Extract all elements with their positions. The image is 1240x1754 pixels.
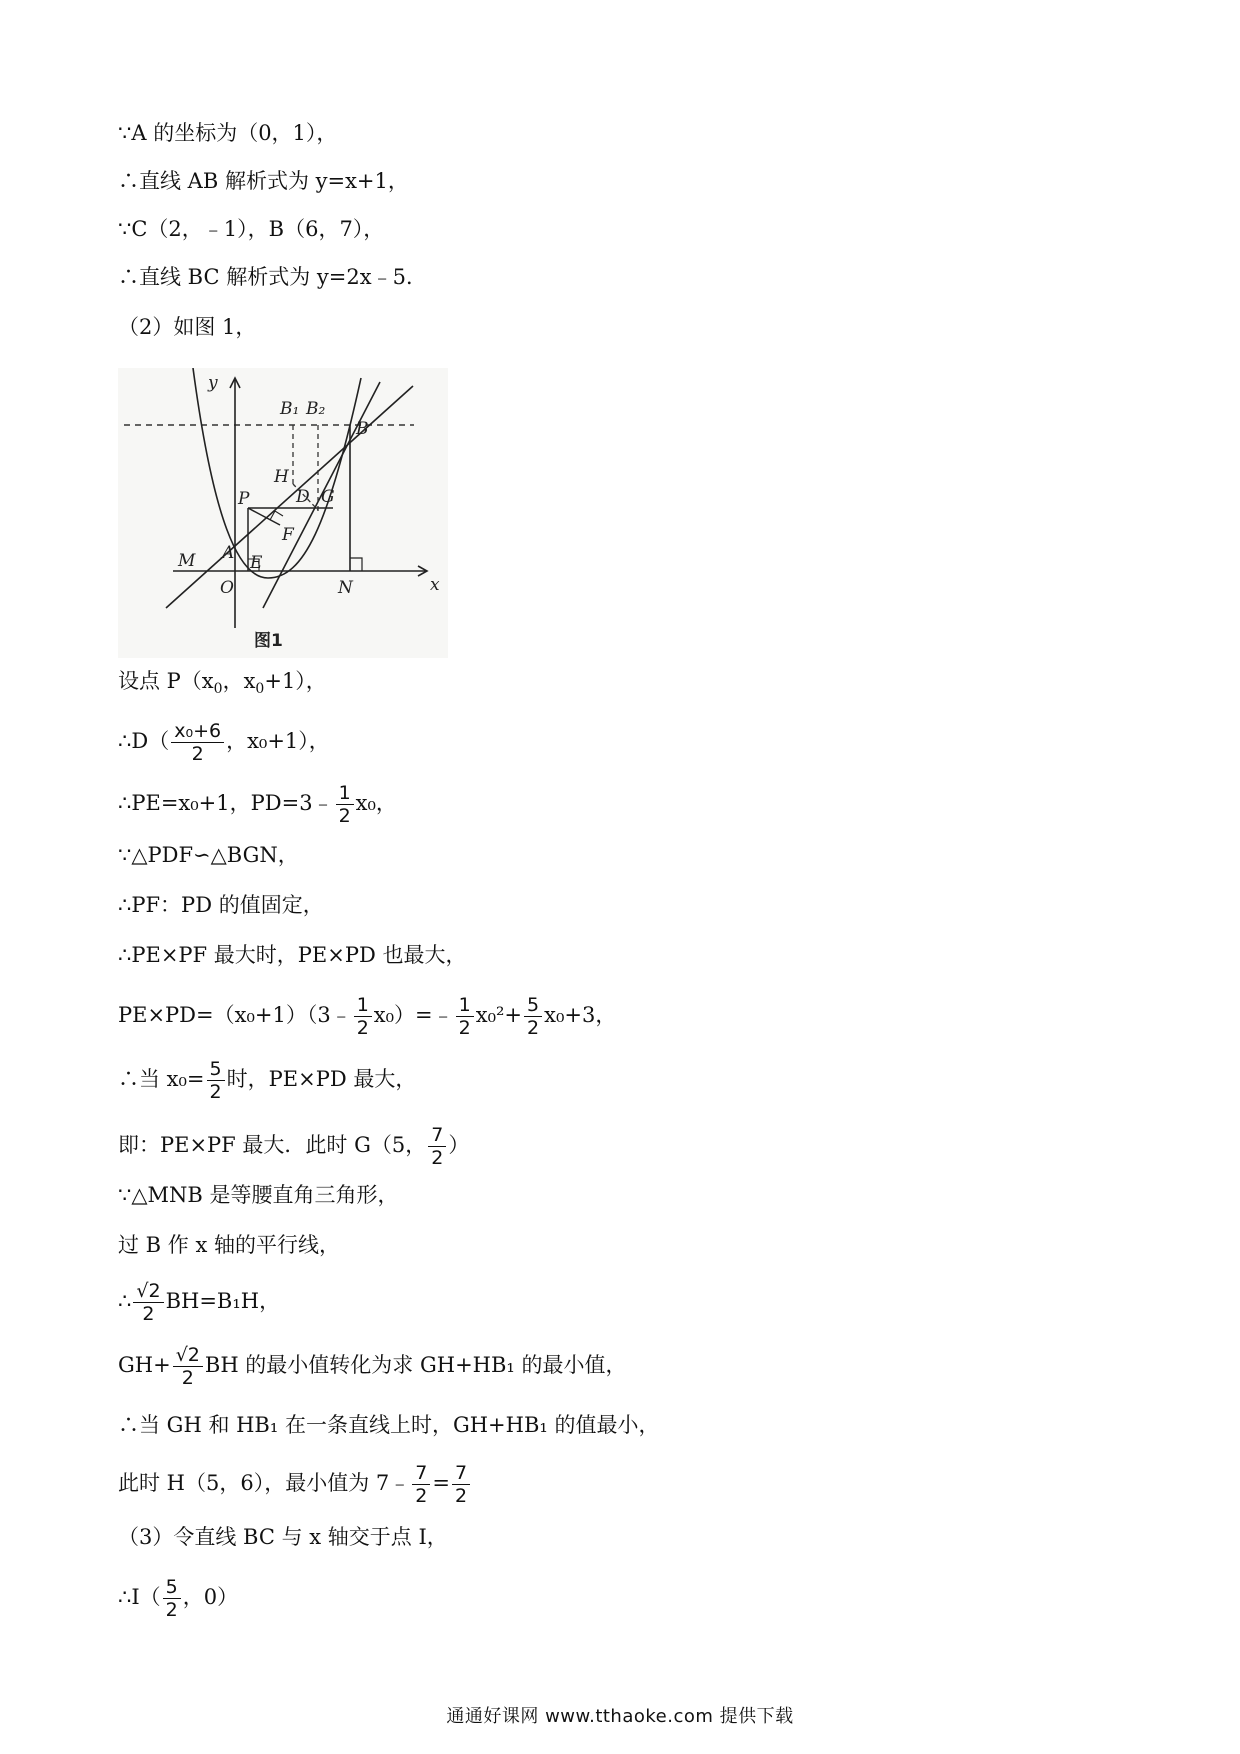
text-line-pe-pd: ∴PE=x₀+1，PD=3﹣ $\frac{1}{2}$ x₀，	[118, 782, 397, 827]
label-d: D	[296, 487, 310, 507]
text-line-ratio: ∴PF：PD 的值固定，	[118, 893, 324, 917]
label-b: B	[356, 419, 369, 439]
text-line-when-x0: ∴当 x₀= $\frac{5}{2}$ 时，PE×PD 最大，	[118, 1058, 417, 1103]
fraction: $\frac{\text{x₀+6}}{2}$	[171, 720, 224, 765]
text-line-d-point: ∴D（ $\frac{\text{x₀+6}}{2}$ ，x₀+1），	[118, 720, 330, 765]
text-line-gh-min: GH+ $\frac{√2}{2}$ BH 的最小值转化为求 GH+HB₁ 的最小值，	[118, 1344, 627, 1389]
label-x: x	[430, 575, 440, 595]
label-n: N	[338, 578, 353, 598]
label-m: M	[178, 551, 196, 571]
label-b1: B₁	[280, 399, 300, 419]
label-o: O	[220, 578, 234, 598]
text-line-max-both: ∴PE×PF 最大时，PE×PD 也最大，	[118, 943, 467, 967]
label-e: E	[250, 553, 263, 573]
label-h: H	[274, 467, 289, 487]
fraction: $\frac{7}{2}$	[412, 1462, 430, 1507]
page-footer: 通通好课网 www.tthaoke.com 提供下载	[446, 1706, 794, 1727]
text-line-isosceles: ∵△MNB 是等腰直角三角形，	[118, 1183, 399, 1207]
text-line-part2: （2）如图 1，	[118, 315, 257, 339]
text-line-a-coord: ∵A 的坐标为（0，1），	[118, 121, 338, 145]
text-line-part3: （3）令直线 BC 与 x 轴交于点 I，	[118, 1525, 448, 1549]
fraction: $\frac{√2}{2}$	[133, 1280, 163, 1325]
fraction: $\frac{1}{2}$	[456, 994, 474, 1039]
text-line-collinear: ∴当 GH 和 HB₁ 在一条直线上时，GH+HB₁ 的值最小，	[118, 1413, 660, 1437]
text-line-bh: ∴ $\frac{√2}{2}$ BH=B₁H，	[118, 1280, 281, 1325]
label-g: G	[321, 487, 335, 507]
label-p: P	[238, 489, 250, 509]
text-line-parallel: 过 B 作 x 轴的平行线，	[118, 1233, 340, 1257]
text-line-c-b-coords: ∵C（2，﹣1），B（6，7），	[118, 217, 385, 241]
text-line-ab-equation: ∴直线 AB 解析式为 y=x+1，	[118, 169, 409, 193]
fraction: $\frac{1}{2}$	[354, 994, 372, 1039]
label-b2: B₂	[306, 399, 326, 419]
label-a: A	[222, 543, 235, 563]
fraction: $\frac{√2}{2}$	[173, 1344, 203, 1389]
label-f: F	[282, 525, 294, 545]
figure-caption: 图1	[254, 631, 283, 651]
fraction: $\frac{5}{2}$	[163, 1576, 181, 1621]
text-line-similar: ∵△PDF∽△BGN，	[118, 843, 299, 867]
text-line-set-p: 设点 $P(x_0$，$x_0+1$），	[118, 669, 327, 698]
fraction: $\frac{5}{2}$	[524, 994, 542, 1039]
text-line-h-point: 此时 H（5，6），最小值为 7﹣ $\frac{7}{2}$ = $\frac{7}{2}$	[118, 1462, 472, 1507]
text-line-g-point: 即：PE×PF 最大．此时 G（5， $\frac{7}{2}$ ）	[118, 1124, 470, 1169]
fraction: $\frac{1}{2}$	[336, 782, 354, 827]
fraction: $\frac{7}{2}$	[428, 1124, 446, 1169]
text-line-i-point: ∴I（ $\frac{5}{2}$ ，0）	[118, 1576, 239, 1621]
figure-1-diagram	[118, 368, 448, 658]
text-line-bc-equation: ∴直线 BC 解析式为 y=2x﹣5．	[118, 265, 427, 289]
fraction: $\frac{7}{2}$	[452, 1462, 470, 1507]
text-line-product: PE×PD=（x₀+1）（3﹣ $\frac{1}{2}$ x₀）=﹣ $\frac{1}{2}$ x₀²+ $\frac{5}{2}$ x₀+3，	[118, 994, 617, 1039]
fraction: $\frac{5}{2}$	[207, 1058, 225, 1103]
label-y: y	[208, 373, 218, 393]
